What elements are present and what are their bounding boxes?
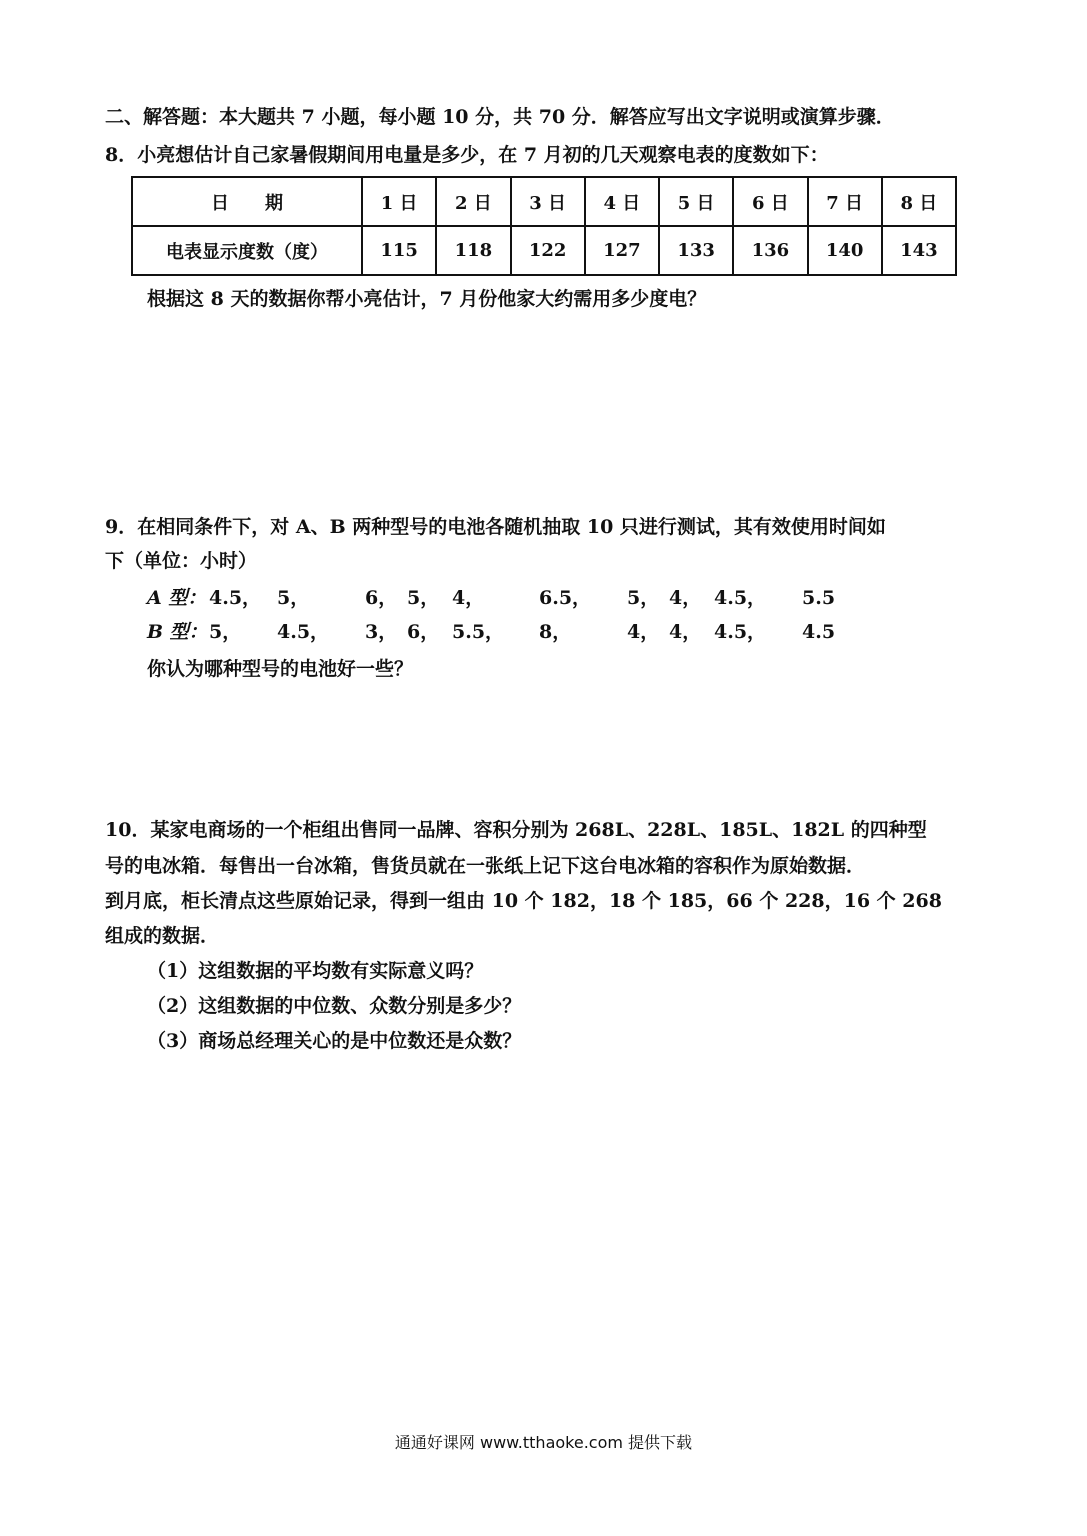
q8-stem: 8．小亮想估计自己家暑假期间用电量是多少，在 7 月初的几天观察电表的度数如下：: [105, 144, 829, 166]
q8-question: 根据这 8 天的数据你帮小亮估计，7 月份他家大约需用多少度电？: [147, 288, 707, 310]
list-item: 5，: [209, 621, 242, 643]
q9-question: 你认为哪种型号的电池好一些？: [147, 658, 414, 680]
list-item: 4.5，: [714, 621, 767, 643]
q9-a-label: A 型：: [147, 587, 207, 609]
list-item: 6，: [365, 587, 398, 609]
table-cell-reading: 143: [882, 226, 956, 275]
q9-stem-line2: 下（单位：小时）: [105, 550, 258, 572]
table-cell-day: 2 日: [436, 177, 510, 226]
list-item: 4.5: [802, 621, 836, 643]
table-cell-reading: 118: [436, 226, 510, 275]
table-cell-reading: 115: [362, 226, 436, 275]
table-cell-day: 3 日: [511, 177, 585, 226]
section-heading: 二、解答题：本大题共 7 小题，每小题 10 分，共 70 分．解答应写出文字说明或演算步骤．: [105, 106, 895, 128]
q10-sub3: （3）商场总经理关心的是中位数还是众数？: [147, 1030, 522, 1052]
table-cell-day: 7 日: [808, 177, 882, 226]
table-cell-day: 5 日: [659, 177, 733, 226]
footer-text: 通通好课网 www.tthaoke.com 提供下载: [394, 1433, 693, 1452]
list-item: 5，: [627, 587, 660, 609]
table-cell-day: 6 日: [733, 177, 807, 226]
list-item: 3，: [365, 621, 398, 643]
list-item: 4，: [669, 621, 702, 643]
list-item: 5，: [407, 587, 440, 609]
table-cell-reading: 122: [511, 226, 585, 275]
table-cell-day: 4 日: [585, 177, 659, 226]
list-item: 4.5，: [277, 621, 330, 643]
q10-line3: 到月底，柜长清点这些原始记录，得到一组由 10 个 182，18 个 185，66 个 228，16 个 268: [105, 890, 942, 912]
list-item: 4.5，: [209, 587, 262, 609]
list-item: 6，: [407, 621, 440, 643]
list-item: 8，: [539, 621, 572, 643]
table-row: [132, 177, 956, 226]
list-item: 5.5，: [452, 621, 505, 643]
table-cell-reading: 127: [585, 226, 659, 275]
table-cell-reading: 136: [733, 226, 807, 275]
q10-line4: 组成的数据．: [105, 925, 220, 947]
q10-sub1: （1）这组数据的平均数有实际意义吗？: [147, 960, 484, 982]
q10-sub2: （2）这组数据的中位数、众数分别是多少？: [147, 995, 522, 1017]
table-cell-date-label: 日 期: [132, 177, 362, 226]
list-item: 5.5: [802, 587, 836, 609]
list-item: 4，: [669, 587, 702, 609]
q10-line1: 10．某家电商场的一个柜组出售同一品牌、容积分别为 268L、228L、185L、182L 的四种型: [105, 819, 927, 841]
table-cell-reading: 133: [659, 226, 733, 275]
q9-stem-line1: 9．在相同条件下，对 A、B 两种型号的电池各随机抽取 10 只进行测试，其有效使用时间如: [105, 516, 886, 538]
table-cell-reading: 140: [808, 226, 882, 275]
list-item: 4.5，: [714, 587, 767, 609]
list-item: 4，: [627, 621, 660, 643]
list-item: 4，: [452, 587, 485, 609]
table-row: [132, 226, 956, 275]
q10-line2: 号的电冰箱．每售出一台冰箱，售货员就在一张纸上记下这台电冰箱的容积作为原始数据．: [105, 855, 866, 877]
q9-b-label: B 型：: [147, 621, 208, 643]
table-cell-day: 8 日: [882, 177, 956, 226]
list-item: 6.5，: [539, 587, 592, 609]
meter-table: [131, 176, 957, 276]
list-item: 5，: [277, 587, 310, 609]
table-cell-reading-label: 电表显示度数（度）: [132, 226, 362, 275]
table-cell-day: 1 日: [362, 177, 436, 226]
